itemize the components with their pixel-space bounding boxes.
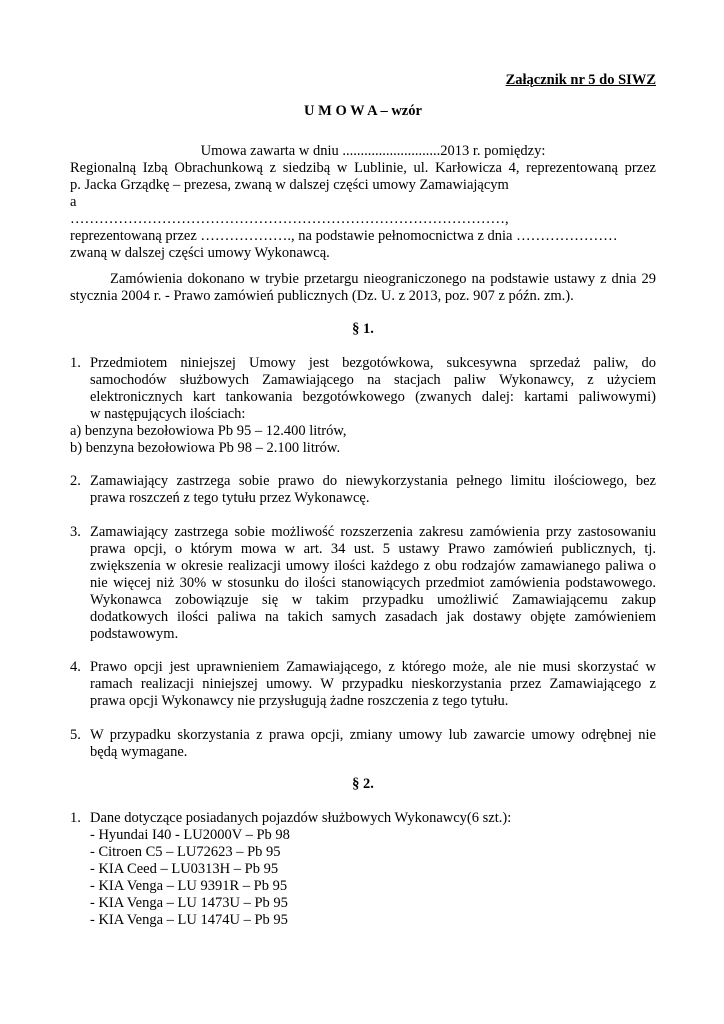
vehicle-entry: - KIA Ceed – LU0313H – Pb 95 [90,861,279,877]
intro-line: p. Jacka Grządkę – prezesa, zwaną w dalszej części umowy Zamawiającym [70,177,509,193]
item-line: prawa roszczeń z tego tytułu przez Wykonawcę. [90,490,370,506]
item-line: prawa opcji Wykonawcy nie przysługują żadne roszczenia z tego tytułu. [90,693,509,709]
intro-line: a [70,194,77,210]
intro-line: zwaną w dalszej części umowy Wykonawcą. [70,245,330,261]
vehicle-entry: - Citroen C5 – LU72623 – Pb 95 [90,844,281,860]
intro-line: reprezentowaną przez ………………., na podstawie pełnomocnictwa z dnia ………………… [70,228,618,244]
item-line: W przypadku skorzystania z prawa opcji, zmiany umowy lub zawarcie umowy odrębnej nie [90,727,656,743]
item-line: w następujących ilościach: [90,406,246,422]
list-item [70,810,656,929]
vehicle-entry: - KIA Venga – LU 1473U – Pb 95 [90,895,288,911]
item-number: 1. [70,810,81,826]
item-line: Zamawiający zastrzega sobie prawo do niewykorzystania pełnego limitu ilościowego, bez [90,473,656,489]
document-title: U M O W A – wzór [304,103,422,119]
parties-intro [70,143,656,262]
fuel-quantity: b) benzyna bezołowiowa Pb 98 – 2.100 litrów. [70,440,341,456]
intro-line: Regionalną Izbą Obrachunkową z siedzibą w Lublinie, ul. Karłowicza 4, reprezentowaną przez [70,160,656,176]
fuel-quantity: a) benzyna bezołowiowa Pb 95 – 12.400 litrów, [70,423,347,439]
procurement-paragraph [70,271,656,305]
paragraph-line: Zamówienia dokonano w trybie przetargu nieograniczonego na podstawie ustawy z dnia 29 [110,271,656,287]
annex-label: Załącznik nr 5 do SIWZ [505,72,656,88]
item-number: 1. [70,355,81,371]
section-heading: § 1. [352,321,374,337]
item-line: będą wymagane. [90,744,188,760]
vehicle-entry: - KIA Venga – LU 9391R – Pb 95 [90,878,288,894]
document-page [70,0,656,1024]
item-number: 4. [70,659,81,675]
vehicle-list [90,827,656,929]
paragraph-line: stycznia 2004 r. - Prawo zamówień publicznych (Dz. U. z 2013, poz. 907 z późn. zm.). [70,288,574,304]
vehicle-entry: - Hyundai I40 - LU2000V – Pb 98 [90,827,290,843]
item-line: zwiększenia w okresie realizacji umowy ilości każdego z obu rodzajów zamawianego paliwa o [90,558,656,574]
item-line: elektronicznych kart tankowania bezgotówkowego (zwanych dalej: kartami paliwowymi) [90,389,656,405]
intro-line: ………………………………………………………………………………, [70,211,509,227]
list-item [70,355,656,457]
item-line: Zamawiający zastrzega sobie możliwość rozszerzenia zakresu zamówienia przy zastosowaniu [90,524,656,540]
list-item [70,524,656,643]
list-item [70,473,656,507]
item-line: nie więcej niż 30% w stosunku do ilości stanowiących przedmiot zamówienia podstawowego. [90,575,656,591]
item-line: dodatkowych ilości paliwa na takich samych zasadach jak dostawy objęte zamówieniem [90,609,656,625]
vehicle-entry: - KIA Venga – LU 1474U – Pb 95 [90,912,288,928]
item-line: Prawo opcji jest uprawnieniem Zamawiającego, z którego może, ale nie musi skorzystać w [90,659,656,675]
item-line: ramach realizacji niniejszej umowy. W przypadku nieskorzystania przez Zamawiającego z [90,676,656,692]
item-number: 3. [70,524,81,540]
list-item [70,659,656,710]
item-number: 5. [70,727,81,743]
list-item [70,727,656,761]
item-line: Dane dotyczące posiadanych pojazdów służbowych Wykonawcy(6 szt.): [90,810,512,826]
item-line: samochodów służbowych Zamawiającego na stacjach paliw Wykonawcy, z użyciem [90,372,656,388]
intro-line: Umowa zawarta w dniu ...........................2013 r. pomiędzy: [200,143,546,159]
item-line: prawa opcji, o którym mowa w art. 34 ust. 5 ustawy Prawo zamówień publicznych, tj. [90,541,656,557]
item-number: 2. [70,473,81,489]
item-line: Wykonawca zobowiązuje się w takim przypadku umożliwić Zamawiającemu zakup [90,592,656,608]
section-heading: § 2. [352,776,374,792]
item-line: podstawowym. [90,626,179,642]
item-line: Przedmiotem niniejszej Umowy jest bezgotówkowa, sukcesywna sprzedaż paliw, do [90,355,656,371]
